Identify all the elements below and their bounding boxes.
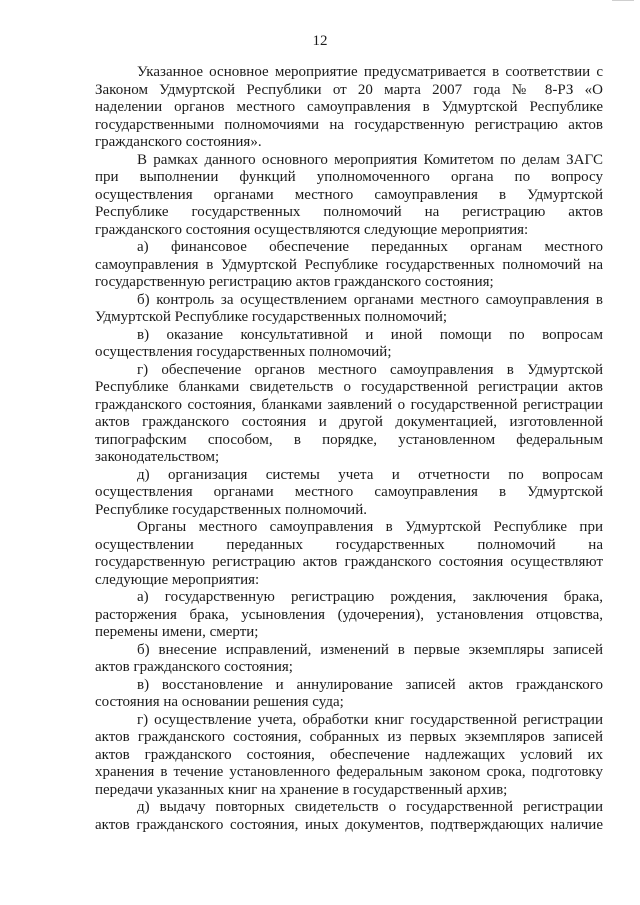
text-line: расторжения брака, усыновления (удочерения), установления отцовства,	[95, 606, 603, 623]
text-line: при выполнении функций уполномоченного органа по вопросу	[95, 169, 603, 185]
text-line: Органы местного самоуправления в Удмуртской Республике при	[137, 519, 603, 535]
document-body	[95, 64, 603, 834]
text-line: гражданского состояния».	[95, 134, 262, 150]
text-line: актов гражданского состояния, собранных из первых экземпляров записей	[95, 729, 603, 745]
text-line: б) внесение исправлений, изменений в первые экземпляры записей	[137, 641, 603, 658]
text-line: Республике бланками свидетельств о государственной регистрации актов	[95, 379, 603, 395]
text-line: Удмуртской Республике государственных полномочий;	[95, 309, 448, 325]
text-line: Республике государственных полномочий на регистрацию актов	[95, 204, 603, 220]
text-line: осуществления органами местного самоуправления в Удмуртской	[95, 484, 603, 500]
text-line: В рамках данного основного мероприятия Комитетом по делам ЗАГС	[137, 151, 603, 168]
text-line: перемены имени, смерти;	[95, 624, 259, 640]
text-line: самоуправления в Удмуртской Республике государственных полномочий на	[95, 256, 603, 273]
text-line: государственную регистрацию актов гражданского состояния осуществляют	[95, 554, 603, 570]
page-number: 12	[312, 33, 328, 49]
text-line: актов гражданского состояния, иных документов, подтверждающих наличие	[95, 816, 603, 833]
text-line: д) выдачу повторных свидетельств о государственной регистрации	[137, 799, 603, 815]
text-line: передачи указанных книг на хранение в государственный архив;	[95, 781, 508, 798]
text-line: следующие мероприятия:	[95, 571, 260, 588]
scan-corner-mark	[612, 0, 634, 4]
text-line: государственную регистрацию актов гражданского состояния;	[95, 274, 494, 290]
text-line: г) осуществление учета, обработки книг государственной регистрации	[137, 711, 603, 728]
text-line: в) оказание консультативной и иной помощи по вопросам	[137, 326, 603, 343]
text-line: осуществлении переданных государственных полномочий на	[95, 536, 603, 553]
text-line: состояния на основании решения суда;	[95, 694, 344, 710]
text-line: в) восстановление и аннулирование записей актов гражданского	[137, 676, 603, 693]
text-line: гражданского состояния осуществляются следующие мероприятия:	[95, 221, 529, 238]
text-line: а) государственную регистрацию рождения, заключения брака,	[137, 589, 603, 605]
text-line: б) контроль за осуществлением органами местного самоуправления в	[137, 291, 603, 308]
text-line: гражданского состояния, бланками заявлений о государственной регистрации	[95, 396, 603, 413]
text-line: осуществления государственных полномочий;	[95, 344, 392, 360]
text-line: актов гражданского состояния, обеспечение надлежащих условий их	[95, 746, 603, 763]
text-line: Законом Удмуртской Республики от 20 марта 2007 года № 8-РЗ «О	[95, 81, 603, 98]
text-line: наделении органов местного самоуправления в Удмуртской Республике	[95, 99, 603, 115]
text-line: Республике государственных полномочий.	[95, 501, 367, 518]
text-line: типографским способом, в порядке, установленном федеральным	[95, 431, 603, 448]
text-line: хранения в течение установленного федеральным законом срока, подготовку	[95, 764, 603, 780]
text-line: законодательством;	[95, 449, 220, 465]
text-line: государственными полномочиями на государственную регистрацию актов	[95, 116, 603, 133]
text-line: Указанное основное мероприятие предусматривается в соответствии с	[137, 64, 603, 80]
text-line: д) организация системы учета и отчетности по вопросам	[137, 466, 603, 483]
text-line: а) финансовое обеспечение переданных органам местного	[137, 239, 603, 255]
text-line: осуществления органами местного самоуправления в Удмуртской	[95, 186, 603, 203]
text-line: г) обеспечение органов местного самоуправления в Удмуртской	[137, 361, 603, 378]
text-line: актов гражданского состояния;	[95, 659, 293, 675]
text-line: актов гражданского состояния и другой документацией, изготовленной	[95, 414, 603, 430]
